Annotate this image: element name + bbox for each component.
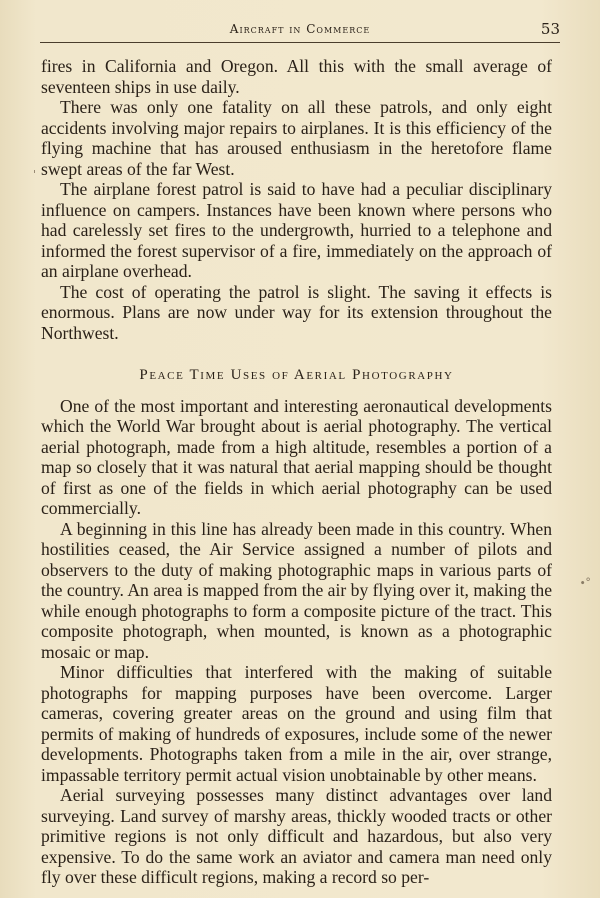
margin-speck: ∙° — [580, 576, 591, 589]
paragraph: The airplane forest patrol is said to have had a peculiar disciplinary influence on campers. Instances have been known where persons who had carelessly set fires to the undergrowth, hurried to a telephone and informed the forest supervisor of a fire, immediately on the approach of an airplane overhead. — [41, 179, 552, 281]
section-heading: Peace Time Uses of Aerial Photography — [139, 367, 454, 383]
page-number: 53 — [540, 20, 560, 38]
paragraph: fires in California and Oregon. All this with the small average of seventeen ships in use daily. — [41, 56, 552, 97]
header-rule — [40, 42, 560, 43]
paragraph: There was only one fatality on all these patrols, and only eight accidents involving major repairs to airplanes. It is this efficiency of the flying machine that has aroused enthusiasm in the heretofore flame swept areas of the far West. — [41, 97, 552, 179]
body-text — [41, 56, 552, 888]
paragraph: A beginning in this line has already been made in this country. When hostilities ceased, the Air Service assigned a number of pilots and observers to the duty of making photographic maps in various parts of the country. An area is mapped from the air by flying over it, making the while enough photographs to form a composite picture of the tract. This composite photograph, when mounted, is known as a photographic mosaic or map. — [41, 518, 552, 662]
paragraph: Minor difficulties that interfered with the making of suitable photographs for mapping purposes have been overcome. Larger cameras, covering greater areas on the ground and using film that permits of making of hundreds of exposures, include some of the newer developments. Photographs taken from a mile in the air, over strange, impassable territory permit actual vision unobtainable by other means. — [41, 662, 552, 785]
running-title: Aircraft in Commerce — [229, 22, 371, 36]
paragraph: One of the most important and interesting aeronautical developments which the World War brought about is aerial photography. The vertical aerial photograph, made from a high altitude, resembles a portion of a map so closely that it was natural that aerial mapping should be thought of first as one of the fields in which aerial photography can be used commercially. — [41, 395, 552, 518]
paragraph: The cost of operating the patrol is slight. The saving it effects is enormous. Plans are now under way for its extension throughout the Northwest. — [41, 281, 552, 343]
margin-speck: ' — [33, 168, 37, 181]
page-header — [40, 18, 560, 40]
paragraph: Aerial surveying possesses many distinct advantages over land surveying. Land survey of marshy areas, thickly wooded tracts or other primitive regions is not only difficult and hazardous, but also very expensive. To do the same work an aviator and camera man need only fly over these difficult regions, making a record so per- — [41, 785, 552, 887]
